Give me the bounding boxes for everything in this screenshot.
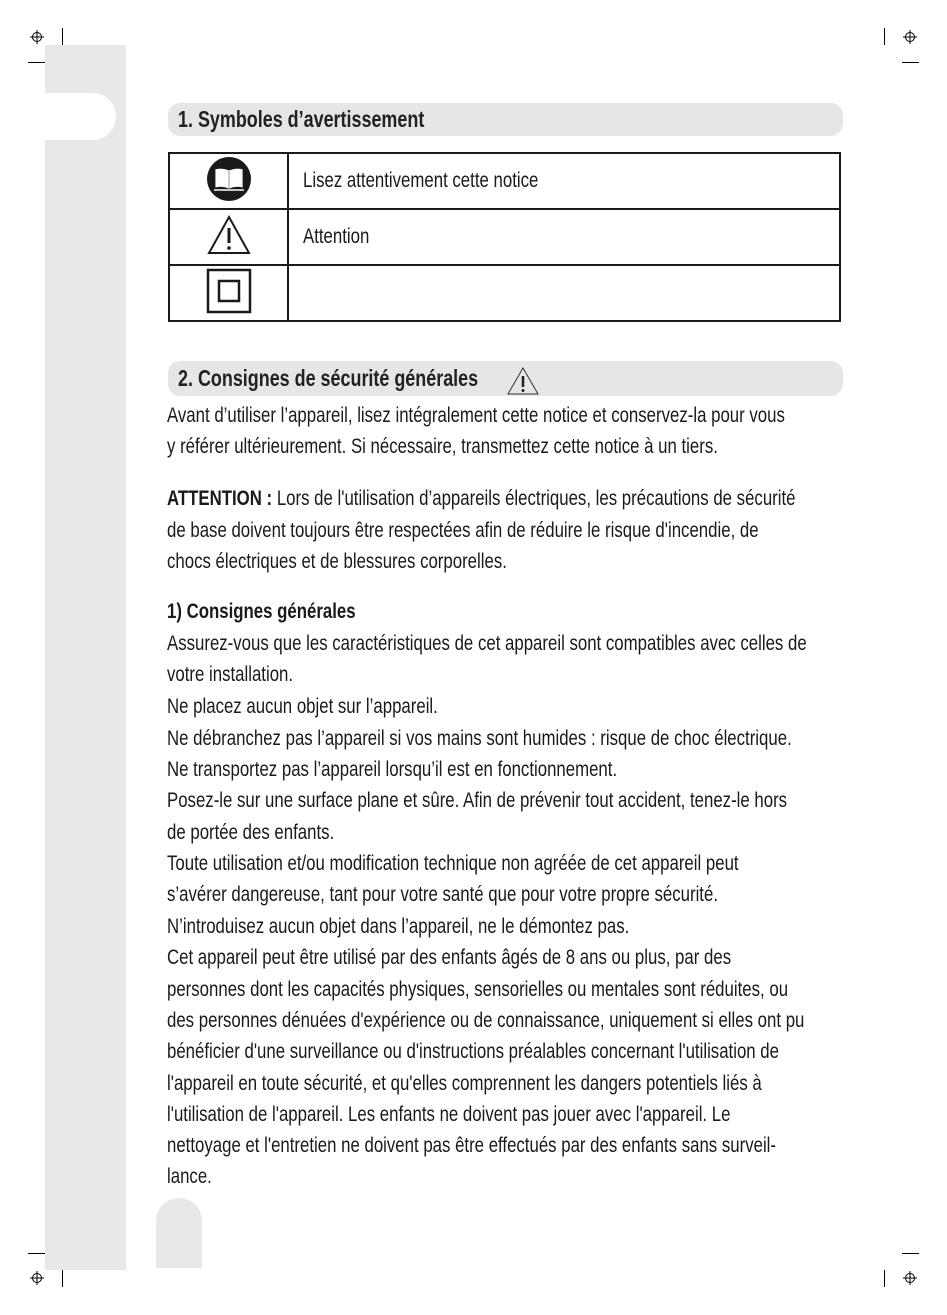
text-line: Ne débranchez pas l’appareil si vos mains sont humides : risque de choc électrique.: [167, 727, 792, 750]
page-number-tab: [156, 1198, 202, 1268]
text-line: Lors de l'utilisation d’appareils électriques, les précautions de sécurité: [272, 487, 796, 510]
text-line: N’introduisez aucun objet dans l’appareil, ne le démontez pas.: [167, 915, 630, 938]
text-line: y référer ultérieurement. Si nécessaire, transmettez cette notice à un tiers.: [167, 435, 718, 458]
attention-label: ATTENTION :: [167, 487, 273, 510]
subsection-title: 1) Consignes générales: [167, 600, 356, 623]
table-row: [169, 153, 840, 209]
double-insulation-icon: [206, 268, 252, 314]
text-line: Posez-le sur une surface plane et sûre. Afin de prévenir tout accident, tenez-le hors: [167, 789, 788, 812]
text-line: Cet appareil peut être utilisé par des enfants âgés de 8 ans ou plus, par des: [167, 946, 732, 969]
text-line: chocs électriques et de blessures corporelles.: [167, 550, 507, 573]
section-1-title: 1. Symboles d’avertissement: [178, 106, 425, 132]
text-line: nettoyage et l'entretien ne doivent pas être effectués par des enfants sans surveil-: [167, 1134, 777, 1157]
text-line: Toute utilisation et/ou modification technique non agréée de cet appareil peut: [167, 852, 739, 875]
text-line: votre installation.: [167, 663, 294, 686]
section-1-heading: [168, 103, 843, 136]
warning-symbols-table: [168, 152, 841, 322]
text-line: de portée des enfants.: [167, 821, 335, 844]
section-2-title: 2. Consignes de sécurité générales: [178, 365, 479, 391]
text-line: personnes dont les capacités physiques, sensorielles ou mentales sont réduites, ou: [167, 978, 789, 1001]
text-line: lance.: [167, 1165, 212, 1188]
registration-mark-icon: [30, 1271, 44, 1285]
text-line: Avant d’utiliser l’appareil, lisez intégralement cette notice et conservez-la pour vous: [167, 404, 785, 427]
warning-triangle-icon: [206, 214, 252, 256]
text-line: des personnes dénuées d'expérience ou de connaissance, uniquement si elles ont pu: [167, 1009, 805, 1032]
text-line: Ne placez aucun objet sur l’appareil.: [167, 695, 438, 718]
side-margin-band: [45, 45, 126, 1270]
chapter-tab: [45, 93, 116, 140]
text-line: s’avérer dangereuse, tant pour votre santé que pour votre propre sécurité.: [167, 883, 718, 906]
table-row: [169, 209, 840, 265]
warning-triangle-icon: [506, 366, 540, 396]
text-line: Ne transportez pas l’appareil lorsqu’il est en fonctionnement.: [167, 758, 618, 781]
text-line: l'appareil en toute sécurité, et qu'elles comprennent les dangers potentiels liés à: [167, 1072, 762, 1095]
symbol-description: Lisez attentivement cette notice: [303, 169, 539, 192]
text-line: bénéficier d'une surveillance ou d'instructions préalables concernant l'utilisation de: [167, 1040, 779, 1063]
registration-mark-icon: [903, 30, 917, 44]
manual-book-icon: [206, 156, 252, 202]
table-row: [169, 265, 840, 321]
text-line: de base doivent toujours être respectées afin de réduire le risque d'incendie, de: [167, 519, 759, 542]
section-2-heading: [168, 361, 843, 396]
registration-mark-icon: [30, 30, 44, 44]
symbol-description: Attention: [303, 225, 370, 248]
text-line: Assurez-vous que les caractéristiques de cet appareil sont compatibles avec celles de: [167, 632, 807, 655]
registration-mark-icon: [903, 1271, 917, 1285]
text-line: l'utilisation de l'appareil. Les enfants ne doivent pas jouer avec l'appareil. Le: [167, 1103, 731, 1126]
